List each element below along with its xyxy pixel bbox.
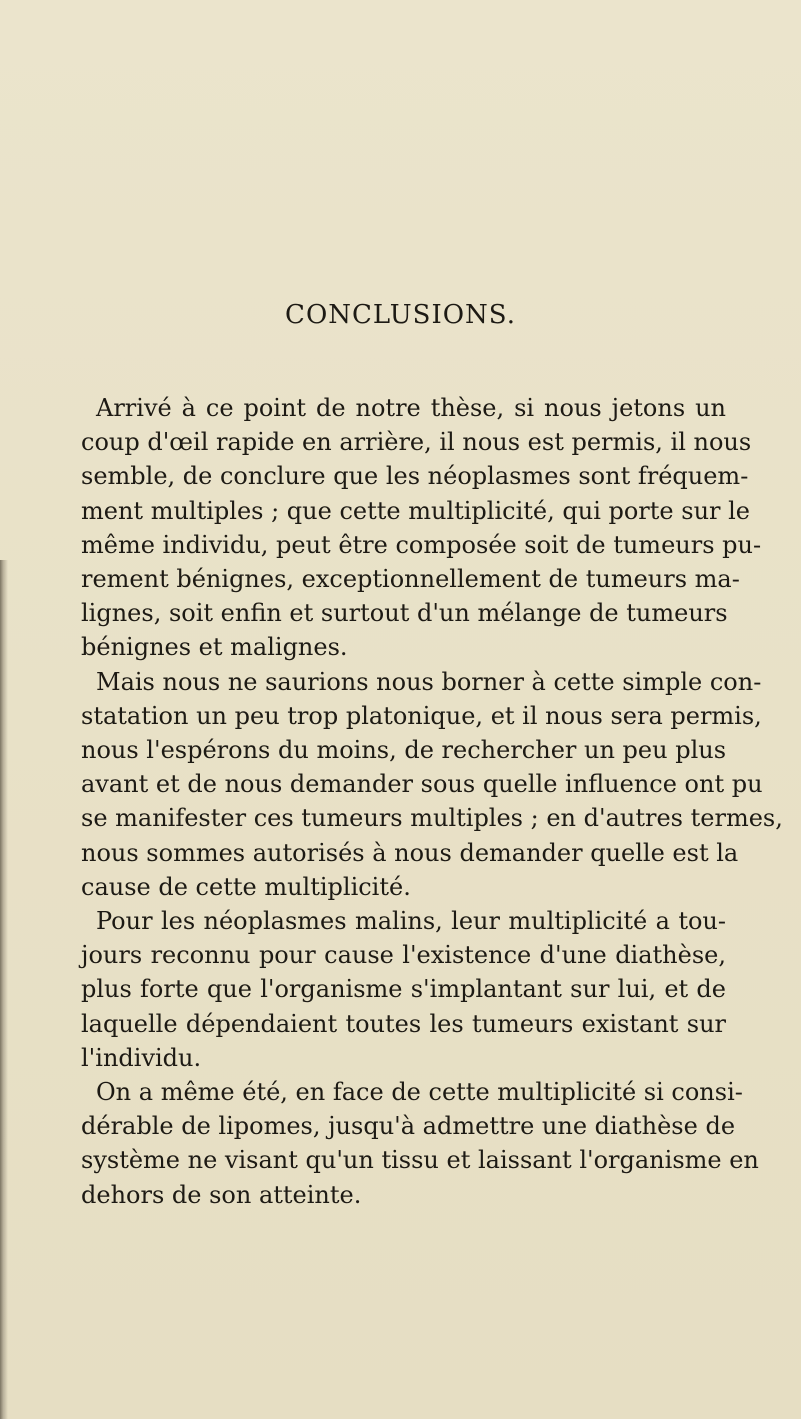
paragraph-3 xyxy=(81,904,726,1075)
page-edge-shadow xyxy=(0,560,8,1419)
text-line: Arrivé à ce point de notre thèse, si nous jetons un xyxy=(96,394,726,422)
text-line: même individu, peut être composée soit de tumeurs pu- xyxy=(81,530,762,559)
text-line: dérable de lipomes, jusqu'à admettre une diathèse de xyxy=(81,1112,736,1141)
text-line: ment multiples ; que cette multiplicité, qui porte sur le xyxy=(81,496,751,525)
text-line: laquelle dépendaient toutes les tumeurs existant sur xyxy=(81,1009,726,1038)
text-line: rement bénignes, exceptionnellement de tumeurs ma- xyxy=(81,565,740,594)
text-line: nous sommes autorisés à nous demander quelle est la xyxy=(81,838,739,867)
paragraph-4 xyxy=(81,1075,759,1212)
text-line: semble, de conclure que les néoplasmes sont fréquem- xyxy=(81,462,749,491)
body-text xyxy=(81,391,783,1212)
paragraph-2 xyxy=(81,665,783,904)
text-line: statation un peu trop platonique, et il nous sera permis, xyxy=(81,701,762,730)
text-line: système ne visant qu'un tissu et laissant l'organisme en xyxy=(81,1146,759,1175)
text-line: Pour les néoplasmes malins, leur multiplicité a tou- xyxy=(96,907,726,936)
text-line: jours reconnu pour cause l'existence d'une diathèse, xyxy=(81,941,726,970)
text-line: coup d'œil rapide en arrière, il nous est permis, il nous xyxy=(81,428,752,457)
text-line: On a même été, en face de cette multiplicité si consi- xyxy=(96,1078,743,1107)
text-line: avant et de nous demander sous quelle influence ont pu xyxy=(81,770,763,799)
text-line: plus forte que l'organisme s'implantant sur lui, et de xyxy=(81,975,726,1004)
text-line: nous l'espérons du moins, de rechercher un peu plus xyxy=(81,736,727,765)
text-line: cause de cette multiplicité. xyxy=(81,872,411,901)
paragraph-1 xyxy=(81,391,762,665)
text-line: se manifester ces tumeurs multiples ; en d'autres termes, xyxy=(81,804,783,833)
text-line: lignes, soit enfin et surtout d'un mélange de tumeurs xyxy=(81,599,728,628)
text-line: Mais nous ne saurions nous borner à cette simple con- xyxy=(96,667,762,696)
text-line: l'individu. xyxy=(81,1043,202,1072)
text-line: dehors de son atteinte. xyxy=(81,1180,362,1209)
text-line: bénignes et malignes. xyxy=(81,633,348,662)
chapter-heading: CONCLUSIONS. xyxy=(285,300,516,330)
